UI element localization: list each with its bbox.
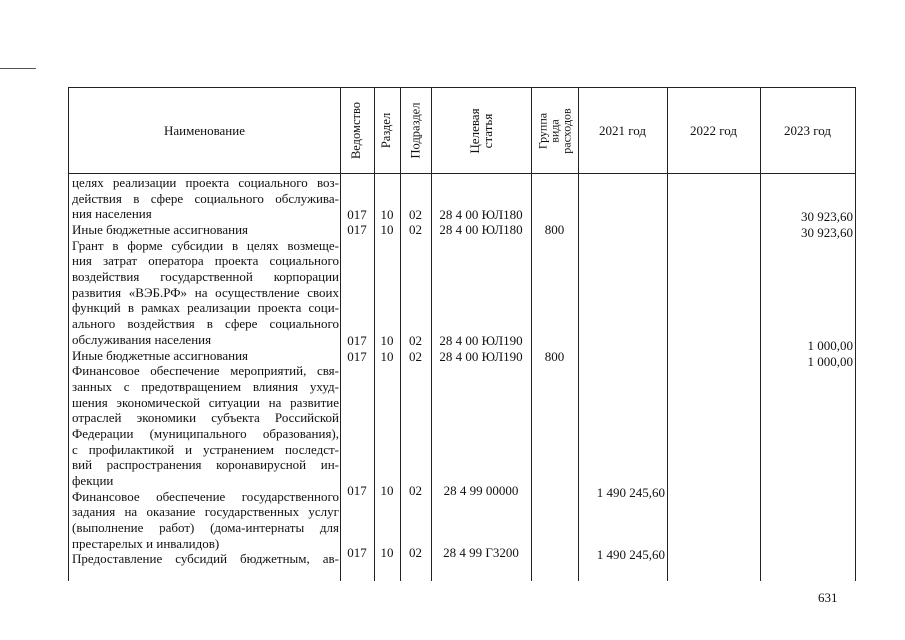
name-line: вий распространения коронавирусной ин- [72, 457, 339, 472]
name-line: задания на оказание государственных услуг [72, 504, 339, 519]
name-line: фекции [72, 473, 114, 488]
cell-group: 800 [544, 349, 565, 364]
name-line: Финансовое обеспечение мероприятий, свя- [72, 363, 339, 378]
cell-target: 28 4 00 ЮЛ180 [439, 222, 523, 237]
cell-target: 28 4 99 00000 [443, 483, 519, 498]
name-line: ального воздействия в сфере социального [72, 316, 339, 331]
cell-target: 28 4 00 ЮЛ190 [439, 349, 523, 364]
name-line: ния затрат оператора проекта социального [72, 253, 339, 268]
cell-subsection: 02 [409, 349, 422, 364]
name-line: престарелых и инвалидов) [72, 536, 220, 551]
cell-subsection: 02 [409, 333, 422, 348]
name-line: воздействия государственной корпорации [72, 269, 339, 284]
name-line: целях реализации проекта социального воз- [72, 175, 339, 190]
header-2021: 2021 год [599, 122, 646, 138]
name-line: обслуживания населения [72, 332, 212, 347]
name-line: с профилактикой и устранением последст- [72, 442, 339, 457]
cell-subsection: 02 [409, 207, 422, 222]
cell-section: 10 [380, 222, 394, 237]
name-line: развития «ВЭБ.РФ» на осуществление своих [72, 285, 339, 300]
name-line: Иные бюджетные ассигнования [72, 222, 249, 237]
name-line: Финансовое обеспечение государственного [72, 489, 339, 504]
name-line: шения экономической ситуации на развитие [72, 395, 339, 410]
name-line: Грант в форме субсидии в целях возмеще- [72, 238, 339, 253]
header-target-article: Целевая статья [467, 107, 495, 154]
cell-ministry: 017 [347, 207, 367, 222]
header-section: Раздел [379, 112, 394, 149]
cell-2023: 30 923,60 [801, 209, 853, 224]
cell-ministry: 017 [347, 222, 367, 237]
header-expense-group: Группа вида расходов [535, 107, 574, 154]
cell-section: 10 [380, 545, 394, 560]
page-number: 631 [818, 590, 838, 605]
margin-rule [0, 68, 36, 69]
cell-2023: 1 000,00 [807, 338, 853, 353]
header-name: Наименование [164, 122, 245, 138]
name-line: (выполнение работ) (дома-интернаты для [72, 520, 339, 535]
header-2023: 2023 год [784, 122, 831, 138]
budget-table [68, 87, 856, 581]
name-line: действия в сфере социального обслужива- [72, 191, 339, 206]
name-line: Иные бюджетные ассигнования [72, 348, 249, 363]
cell-group: 800 [544, 222, 565, 237]
cell-target: 28 4 00 ЮЛ180 [439, 207, 523, 222]
cell-section: 10 [380, 333, 394, 348]
cell-ministry: 017 [347, 349, 367, 364]
cell-target: 28 4 99 Г3200 [443, 545, 519, 560]
cell-subsection: 02 [409, 222, 422, 237]
cell-ministry: 017 [347, 545, 367, 560]
header-subsection: Подраздел [408, 102, 422, 159]
cell-subsection: 02 [409, 483, 422, 498]
name-line: ния населения [72, 206, 152, 221]
cell-ministry: 017 [347, 483, 367, 498]
header-2022: 2022 год [690, 122, 737, 138]
cell-section: 10 [380, 349, 394, 364]
cell-target: 28 4 00 ЮЛ190 [439, 333, 523, 348]
cell-2023: 30 923,60 [801, 225, 853, 240]
name-line: функций в рамках реализации проекта соци- [72, 300, 339, 315]
cell-section: 10 [380, 207, 394, 222]
name-line: занных с предотвращением влияния ухуд- [72, 379, 339, 394]
header-divider [69, 173, 855, 174]
cell-subsection: 02 [409, 545, 422, 560]
cell-2021: 1 490 245,60 [596, 485, 665, 500]
header-ministry: Ведомство [349, 101, 364, 160]
name-line: Предоставление субсидий бюджетным, ав- [72, 551, 339, 566]
cell-section: 10 [380, 483, 394, 498]
cell-2021: 1 490 245,60 [596, 547, 665, 562]
cell-ministry: 017 [347, 333, 367, 348]
cell-2023: 1 000,00 [807, 354, 853, 369]
name-line: отраслей экономики субъекта Российской [72, 410, 339, 425]
name-line: Федерации (муниципального образования), [72, 426, 339, 441]
